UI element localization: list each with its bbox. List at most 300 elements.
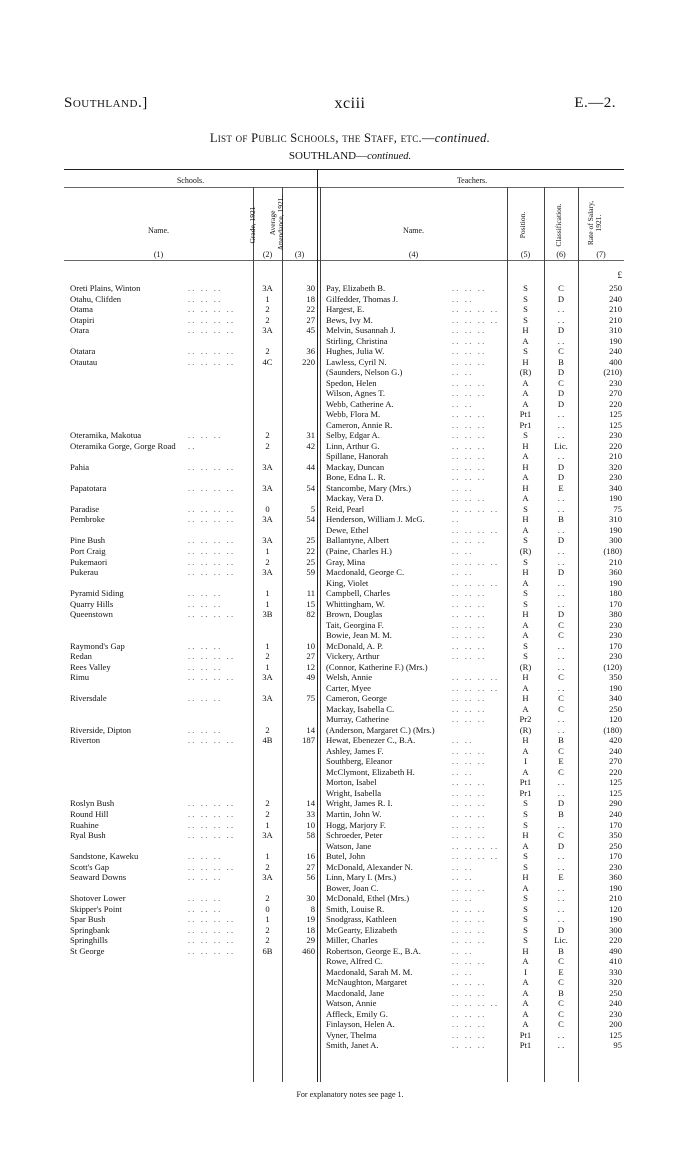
row-school-name: Springbank (70, 925, 110, 935)
row-teacher-leader: . . . . (452, 873, 472, 883)
row-salary: 350 (609, 673, 622, 683)
row-school-leader: . . . . . . . . (188, 315, 234, 325)
row-school-leader: . . . . . . (188, 725, 221, 735)
row-grade: 3B (262, 610, 273, 620)
row-position: S (523, 810, 528, 819)
row-grade: 2 (265, 862, 270, 872)
row-grade: 1 (265, 547, 270, 556)
row-teacher-name: Cameron, George (326, 694, 387, 704)
row-attendance: 10 (306, 820, 315, 830)
row-position: A (522, 336, 529, 346)
row-teacher-leader: . . . . . . (452, 357, 485, 367)
row-attendance: 54 (306, 483, 315, 493)
row-position: S (523, 915, 528, 925)
table-title-cont: continued. (434, 131, 491, 145)
col-number-5: (5) (520, 250, 531, 259)
row-classification: C (558, 284, 564, 293)
row-teacher-leader: . . . . . . (452, 336, 485, 346)
row-teacher-name: Gray, Mina (326, 557, 366, 567)
row-teacher-leader: . . . . . . (452, 978, 485, 988)
row-teacher-leader: . . . . . . (452, 757, 485, 767)
row-salary: 210 (609, 452, 622, 462)
row-teacher-leader: . . . . . . (452, 936, 485, 946)
row-position: A (522, 620, 529, 630)
row-teacher-name: Stirling, Christina (326, 336, 388, 346)
row-position: H (522, 515, 529, 525)
row-salary: 75 (613, 504, 622, 514)
row-school-name: St George (70, 946, 105, 956)
row-school-leader: . . . . . . . . (188, 810, 234, 819)
row-classification: . . (557, 315, 565, 325)
table-title (0, 131, 700, 146)
row-teacher-name: Smith, Louise R. (326, 904, 385, 914)
row-attendance: 18 (306, 925, 315, 935)
row-grade: 2 (265, 894, 270, 904)
row-school-leader: . . . . . . . . (188, 462, 234, 472)
col-header-teacher-name: Name. (402, 226, 425, 235)
row-classification: E (558, 757, 564, 767)
row-teacher-name: (Paine, Charles H.) (326, 547, 392, 556)
row-salary: 220 (609, 441, 622, 451)
row-teacher-name: Wright, James R. I. (326, 799, 393, 809)
group-header-schools: Schools. (176, 176, 205, 185)
row-grade: 2 (265, 799, 270, 809)
row-salary: 190 (609, 683, 622, 693)
row-school-name: Seaward Downs (70, 873, 127, 883)
row-teacher-name: King, Violet (326, 578, 369, 588)
row-school-leader: . . . . . . . . (188, 831, 234, 841)
row-teacher-name: Murray, Catherine (326, 715, 389, 725)
row-salary: 190 (609, 336, 622, 346)
row-grade: 2 (265, 810, 270, 819)
row-attendance: 30 (306, 894, 315, 904)
row-salary: 380 (609, 610, 622, 620)
row-attendance: 54 (306, 515, 315, 525)
row-position: S (523, 599, 528, 609)
row-grade: 1 (265, 852, 270, 862)
row-school-leader: . . . . . . . . (188, 652, 234, 662)
row-classification: B (558, 810, 564, 819)
row-position: A (522, 399, 529, 409)
row-salary: 170 (609, 852, 622, 862)
row-teacher-leader: . . . . . . (452, 831, 485, 841)
row-teacher-leader: . . . . (452, 736, 472, 746)
row-attendance: 27 (306, 862, 315, 872)
row-school-leader: . . . . . . . . (188, 515, 234, 525)
row-position: S (523, 799, 528, 809)
row-position: S (523, 925, 528, 935)
row-teacher-leader: . . . . . . (452, 694, 485, 704)
row-teacher-leader: . . . . . . . . (452, 525, 498, 535)
row-grade: 4B (262, 736, 273, 746)
row-teacher-leader: . . . . (452, 967, 472, 977)
row-teacher-name: Spedon, Helen (326, 378, 377, 388)
row-teacher-leader: . . . . . . (452, 988, 485, 998)
row-teacher-leader: . . . . (452, 767, 472, 777)
row-salary: 490 (609, 946, 622, 956)
row-classification: C (558, 631, 564, 641)
col-number-2: (2) (262, 250, 273, 259)
row-teacher-name: (Connor, Katherine F.) (Mrs.) (326, 662, 428, 672)
table-subtitle-main: SOUTHLAND— (288, 150, 368, 162)
row-attendance: 12 (306, 662, 315, 672)
row-teacher-leader: . . . . (452, 862, 472, 872)
row-teacher-leader: . . . . . . (452, 1020, 485, 1030)
row-school-leader: . . . . . . (188, 641, 221, 651)
row-position: Pt1 (519, 410, 532, 420)
row-grade: 2 (265, 305, 270, 315)
row-school-name: Pembroke (70, 515, 105, 525)
row-position: H (522, 831, 529, 841)
row-classification: E (558, 967, 564, 977)
row-school-name: Spar Bush (70, 915, 106, 925)
row-school-leader: . . . . . . . . (188, 357, 234, 367)
row-salary: 340 (609, 694, 622, 704)
row-teacher-name: Mackay, Isabella C. (326, 704, 395, 714)
row-position: H (522, 946, 529, 956)
row-classification: D (557, 368, 565, 378)
row-teacher-name: Miller, Charles (326, 936, 378, 946)
row-school-leader: . . . . . . . . (188, 936, 234, 946)
row-position: H (522, 326, 529, 336)
row-grade: 3A (262, 831, 273, 841)
row-teacher-leader: . . . . . . (452, 610, 485, 620)
row-salary: 250 (609, 284, 622, 293)
row-salary: 240 (609, 347, 622, 357)
row-teacher-name: McClymont, Elizabeth H. (326, 767, 415, 777)
row-position: S (523, 641, 528, 651)
row-teacher-name: Dewe, Ethel (326, 525, 369, 535)
row-classification: . . (557, 305, 565, 315)
row-salary: 240 (609, 810, 622, 819)
separator-teacher-name (320, 187, 321, 1082)
row-salary: 230 (609, 1009, 622, 1019)
row-teacher-name: McDonald, A. P. (326, 641, 384, 651)
row-classification: . . (557, 410, 565, 420)
row-position: Pr2 (519, 715, 532, 725)
row-school-name: Ryal Bush (70, 831, 106, 841)
col-header-attendance: Average Attendance, 1921. (268, 195, 285, 251)
row-classification: B (558, 515, 564, 525)
row-school-leader: . . . . . . . . (188, 736, 234, 746)
row-teacher-leader: . . . . . . . . (452, 557, 498, 567)
row-position: S (523, 294, 528, 304)
row-classification: C (558, 347, 564, 357)
row-school-name: Pukemaori (70, 557, 108, 567)
row-school-leader: . . . . . . . . (188, 347, 234, 357)
row-position: A (522, 389, 529, 399)
row-grade: 2 (265, 925, 270, 935)
row-position: S (523, 431, 528, 441)
row-salary: 120 (609, 715, 622, 725)
row-school-leader: . . . . . . (188, 904, 221, 914)
row-salary: 190 (609, 578, 622, 588)
row-teacher-leader: . . . . . . (452, 788, 485, 798)
row-classification: . . (557, 452, 565, 462)
row-position: S (523, 536, 528, 546)
row-position: A (522, 841, 529, 851)
row-school-leader: . . . . . . . . (188, 610, 234, 620)
row-attendance: 31 (306, 431, 315, 441)
rule-group (64, 187, 624, 188)
row-teacher-name: Smith, Janet A. (326, 1041, 379, 1051)
row-salary: 230 (609, 862, 622, 872)
row-teacher-name: Macdonald, Jane (326, 988, 385, 998)
row-salary: 350 (609, 831, 622, 841)
row-classification: C (558, 1020, 564, 1030)
row-teacher-name: Hogg, Marjory F. (326, 820, 386, 830)
row-attendance: 42 (306, 441, 315, 451)
row-classification: C (558, 831, 564, 841)
row-teacher-leader: . . . . . . (452, 641, 485, 651)
row-school-leader: . . . . . . (188, 894, 221, 904)
row-teacher-name: Reid, Pearl (326, 504, 365, 514)
row-classification: . . (557, 431, 565, 441)
row-teacher-name: Bower, Joan C. (326, 883, 379, 893)
row-school-name: Pukerau (70, 568, 99, 578)
row-salary: 270 (609, 389, 622, 399)
row-school-leader: . . . . . . . . (188, 504, 234, 514)
row-classification: D (557, 610, 565, 620)
row-salary: 340 (609, 483, 622, 493)
row-classification: . . (557, 820, 565, 830)
row-position: S (523, 504, 528, 514)
row-school-name: Shotover Lower (70, 894, 126, 904)
row-teacher-leader: . . . . . . . . (452, 841, 498, 851)
row-attendance: 75 (306, 694, 315, 704)
row-position: (R) (519, 725, 532, 735)
row-position: H (522, 483, 529, 493)
row-teacher-name: Whittingham, W. (326, 599, 385, 609)
row-attendance: 29 (306, 936, 315, 946)
row-grade: 1 (265, 589, 270, 599)
row-salary: 230 (609, 652, 622, 662)
row-salary: 230 (609, 431, 622, 441)
row-position: S (523, 284, 528, 293)
row-school-leader: . . (188, 441, 195, 451)
row-grade: 2 (265, 936, 270, 946)
row-position: A (522, 494, 529, 504)
row-teacher-leader: . . . . . . . . (452, 578, 498, 588)
row-salary: 300 (609, 925, 622, 935)
row-grade: 3A (262, 536, 273, 546)
row-attendance: 45 (306, 326, 315, 336)
row-position: A (522, 988, 529, 998)
row-school-leader: . . . . . . . . (188, 557, 234, 567)
row-teacher-leader: . . . . . . (452, 1030, 485, 1040)
row-teacher-leader: . . . . . . (452, 704, 485, 714)
row-school-leader: . . . . . . (188, 599, 221, 609)
row-teacher-leader: . . . . . . (452, 431, 485, 441)
row-teacher-leader: . . . . . . (452, 589, 485, 599)
row-grade: 1 (265, 915, 270, 925)
row-teacher-leader: . . . . (452, 368, 472, 378)
row-school-leader: . . . . . . . . (188, 547, 234, 556)
row-classification: . . (557, 525, 565, 535)
row-position: S (523, 315, 528, 325)
row-classification: D (557, 389, 565, 399)
col-header-school-name: Name. (147, 226, 170, 235)
row-classification: D (557, 326, 565, 336)
row-grade: 3A (262, 873, 273, 883)
row-classification: C (558, 957, 564, 967)
row-salary: 210 (609, 315, 622, 325)
row-position: A (522, 1020, 529, 1030)
row-salary: 200 (609, 1020, 622, 1030)
row-classification: . . (557, 662, 565, 672)
table-title-main: List of Public Schools, the Staff, etc.— (209, 131, 435, 145)
row-school-name: Roslyn Bush (70, 799, 115, 809)
row-teacher-name: Webb, Catherine A. (326, 399, 394, 409)
row-grade: 1 (265, 599, 270, 609)
row-attendance: 27 (306, 315, 315, 325)
row-salary: 240 (609, 746, 622, 756)
row-salary: 125 (609, 788, 622, 798)
row-attendance: 27 (306, 652, 315, 662)
row-attendance: 58 (306, 831, 315, 841)
row-position: A (522, 452, 529, 462)
row-teacher-name: Campbell, Charles (326, 589, 390, 599)
row-school-name: Oteramika Gorge, Gorge Road (70, 441, 176, 451)
row-salary: 360 (609, 873, 622, 883)
row-attendance: 16 (306, 852, 315, 862)
row-grade: 3A (262, 515, 273, 525)
row-attendance: 187 (302, 736, 315, 746)
row-teacher-name: (Saunders, Nelson G.) (326, 368, 403, 378)
row-school-leader: . . . . . . . . (188, 915, 234, 925)
row-school-name: Round Hill (70, 810, 109, 819)
row-classification: D (557, 294, 565, 304)
row-grade: 3A (262, 673, 273, 683)
row-school-name: Pahia (70, 462, 90, 472)
row-position: H (522, 357, 529, 367)
row-school-leader: . . . . . . (188, 694, 221, 704)
row-salary: 290 (609, 799, 622, 809)
row-position: S (523, 862, 528, 872)
row-position: A (522, 578, 529, 588)
row-school-name: Ruahine (70, 820, 99, 830)
row-teacher-leader: . . . . . . (452, 494, 485, 504)
row-classification: C (558, 378, 564, 388)
col-number-4: (4) (408, 250, 419, 259)
row-school-name: Otahu, Clifden (70, 294, 122, 304)
row-salary: 250 (609, 704, 622, 714)
row-attendance: 5 (310, 504, 315, 514)
row-salary: 300 (609, 536, 622, 546)
row-grade: 6B (262, 946, 273, 956)
row-school-name: Oteramika, Makotua (70, 431, 142, 441)
row-position: Pt1 (519, 778, 532, 788)
row-teacher-name: Schroeder, Peter (326, 831, 383, 841)
row-attendance: 44 (306, 462, 315, 472)
row-salary: 420 (609, 736, 622, 746)
row-school-leader: . . . . . . (188, 431, 221, 441)
col-header-position: Position. (518, 211, 527, 239)
row-salary: 170 (609, 641, 622, 651)
row-teacher-name: Brown, Douglas (326, 610, 383, 620)
row-attendance: 36 (306, 347, 315, 357)
row-teacher-leader: . . . . . . (452, 599, 485, 609)
row-attendance: 49 (306, 673, 315, 683)
row-salary: 170 (609, 820, 622, 830)
row-classification: D (557, 462, 565, 472)
row-school-leader: . . . . . . (188, 662, 221, 672)
row-position: A (522, 978, 529, 988)
row-attendance: 8 (310, 904, 315, 914)
row-grade: 2 (265, 431, 270, 441)
row-teacher-name: McDonald, Alexander N. (326, 862, 413, 872)
row-grade: 0 (265, 904, 270, 914)
row-position: A (522, 957, 529, 967)
row-teacher-name: McGearty, Elizabeth (326, 925, 398, 935)
row-teacher-name: Wilson, Agnes T. (326, 389, 386, 399)
row-attendance: 11 (306, 589, 315, 599)
row-teacher-name: Southberg, Eleanor (326, 757, 393, 767)
row-classification: B (558, 946, 564, 956)
row-classification: . . (557, 894, 565, 904)
row-classification: D (557, 473, 565, 483)
row-position: Pr1 (519, 788, 532, 798)
currency-symbol: £ (617, 271, 622, 280)
row-classification: . . (557, 788, 565, 798)
row-teacher-name: Mackay, Duncan (326, 462, 385, 472)
row-teacher-leader: . . . . . . (452, 347, 485, 357)
row-salary: 220 (609, 936, 622, 946)
row-teacher-name: Morton, Isabel (326, 778, 377, 788)
separator-schools-teachers (317, 169, 318, 1082)
row-teacher-name: Bone, Edna L. R. (326, 473, 386, 483)
row-school-leader: . . . . . . (188, 589, 221, 599)
row-position: A (522, 999, 529, 1009)
row-teacher-leader: . . . . . . (452, 715, 485, 725)
row-teacher-leader: . . . . . . (452, 652, 485, 662)
row-classification: C (558, 746, 564, 756)
row-salary: 310 (609, 515, 622, 525)
row-grade: 1 (265, 662, 270, 672)
row-position: I (524, 757, 527, 767)
row-salary: 320 (609, 978, 622, 988)
row-classification: . . (557, 1030, 565, 1040)
row-teacher-name: Butel, John (326, 852, 366, 862)
row-school-name: Pine Bush (70, 536, 106, 546)
row-grade: 4C (262, 357, 273, 367)
row-salary: 210 (609, 305, 622, 315)
row-position: S (523, 852, 528, 862)
row-position: H (522, 610, 529, 620)
row-attendance: 56 (306, 873, 315, 883)
row-teacher-leader: . . . . . . (452, 420, 485, 430)
row-school-name: Otapiri (70, 315, 95, 325)
row-position: S (523, 305, 528, 315)
row-salary: (180) (603, 547, 622, 556)
row-teacher-leader: . . . . . . (452, 925, 485, 935)
row-position: H (522, 736, 529, 746)
row-position: S (523, 894, 528, 904)
row-grade: 1 (265, 294, 270, 304)
row-attendance: 10 (306, 641, 315, 651)
row-teacher-leader: . . . . . . (452, 778, 485, 788)
row-attendance: 18 (306, 294, 315, 304)
row-position: (R) (519, 547, 532, 556)
row-teacher-name: Henderson, William J. McG. (326, 515, 425, 525)
row-classification: D (557, 799, 565, 809)
row-school-name: Rimu (70, 673, 90, 683)
row-classification: C (558, 999, 564, 1009)
row-teacher-leader: . . . . . . (452, 389, 485, 399)
row-position: S (523, 589, 528, 599)
row-teacher-name: Hughes, Julia W. (326, 347, 385, 357)
row-school-name: Rees Valley (70, 662, 111, 672)
